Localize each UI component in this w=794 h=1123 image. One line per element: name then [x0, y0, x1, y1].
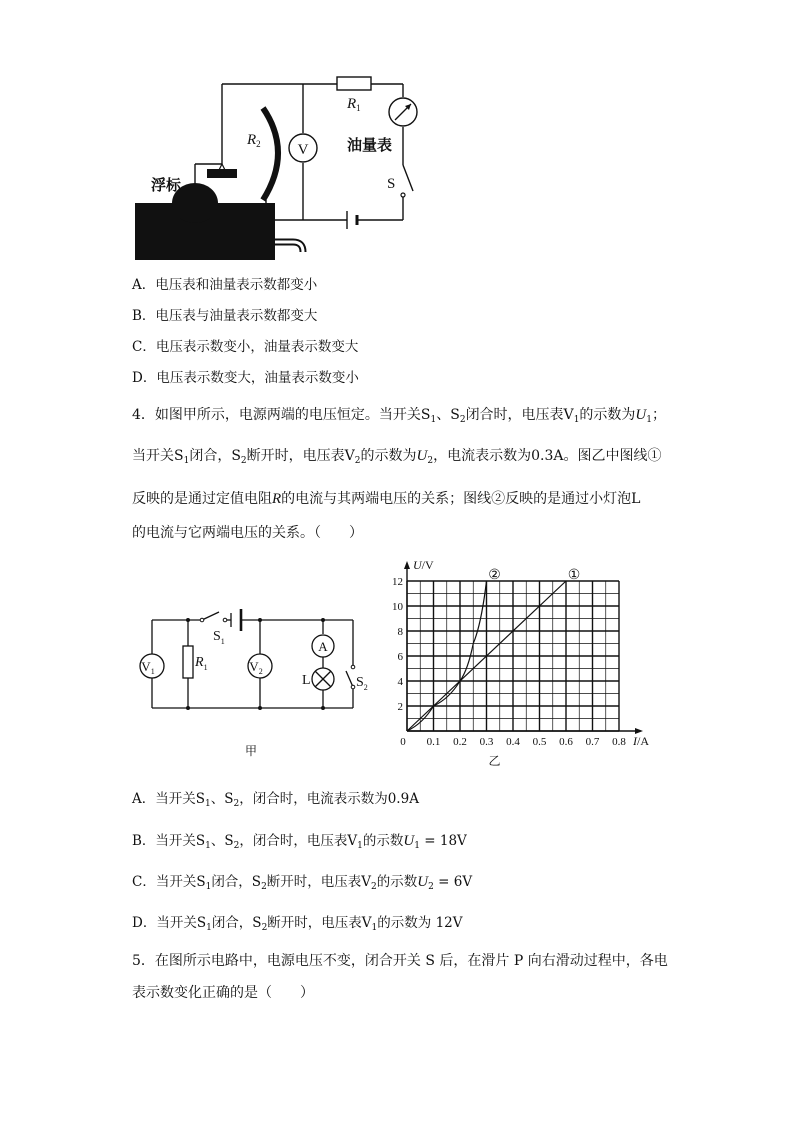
q4-stem-line-3: 反映的是通过定值电阻R的电流与其两端电压的关系；图线②反映的是通过小灯泡L: [132, 491, 641, 507]
x-tick-label: 0.5: [532, 736, 547, 748]
battery-icon: [347, 211, 357, 229]
variable-resistor-r2: [263, 108, 278, 200]
figure-yi-caption: 乙: [488, 754, 501, 768]
q4-option-c: C．当开关$S_1$闭合，$S_2$断开时，电压表$V_2$的示数$U_2 = 6V$: [132, 874, 473, 892]
switch-s-label: S: [387, 176, 396, 192]
switch-s-icon: [401, 165, 413, 197]
q3-option-c: C．电压表示数变小，油量表示数变大: [132, 339, 359, 355]
q4-option-d: D．当开关$S_1$闭合，$S_2$断开时，电压表$V_1$的示数为 12V: [132, 915, 463, 933]
y-axis-label: U/V: [413, 558, 434, 572]
x-tick-label: 0.6: [559, 736, 573, 748]
x-axis-label: I/A: [633, 734, 649, 748]
q3-option-d: D．电压表示数变大，油量表示数变小: [132, 370, 359, 386]
origin-label: 0: [400, 736, 406, 748]
q3-option-a: A．电压表和油量表示数都变小: [132, 277, 318, 293]
x-tick-label: 0.1: [426, 736, 441, 748]
ammeter-label: A: [318, 639, 328, 654]
q4-stem-line-1: 4．如图甲所示，电源两端的电压恒定。当开关$S_1$、$S_2$闭合时，电压表$V_1$的示数为$U_1$；: [132, 407, 666, 425]
fuel-gauge-circuit-figure: [125, 60, 425, 265]
x-tick-label: 0.7: [585, 736, 600, 748]
y-tick-label: 10: [392, 601, 403, 613]
float-label: 浮标: [151, 178, 182, 194]
y-tick-label: 2: [397, 701, 403, 713]
v1-label: $V_1$: [141, 659, 155, 676]
y-tick-label: 12: [392, 576, 403, 588]
s1-label: $S_1$: [213, 629, 225, 646]
voltmeter-label: V: [297, 142, 309, 158]
s2-label: $S_2$: [356, 675, 368, 692]
r1-label: $R_1$: [195, 655, 208, 672]
q4-stem-line-4: 的电流与它两端电压的关系。（ ）: [132, 525, 363, 541]
x-tick-label: 0.4: [506, 736, 520, 748]
q4-option-a: A．当开关$S_1$、$S_2$，闭合时，电流表示数为0.9A: [132, 791, 419, 809]
y-tick-label: 4: [397, 676, 403, 688]
y-tick-label: 8: [397, 626, 403, 638]
lamp-label: L: [302, 673, 311, 688]
q5-stem-line-2: 表示数变化正确的是（ ）: [132, 985, 314, 1001]
y-axis-arrow: [404, 561, 410, 569]
x-tick-label: 0.2: [453, 736, 467, 748]
v2-label: $V_2$: [249, 659, 263, 676]
r1-label: $R_1$: [347, 96, 361, 113]
fuel-tank: [135, 183, 303, 260]
q4-option-b: B．当开关$S_1$、$S_2$，闭合时，电压表$V_1$的示数$U_1 = 18V$: [132, 833, 467, 851]
fuel-gauge-label: 油量表: [347, 138, 393, 154]
lamp-icon: [312, 668, 334, 690]
q5-stem-line-1: 5．在图所示电路中，电源电压不变，闭合开关 S 后，在滑片 P 向右滑动过程中，各电: [132, 953, 668, 969]
q3-option-b: B．电压表与油量表示数都变大: [132, 308, 318, 324]
series-label-1: ①: [567, 568, 581, 583]
fuel-gauge-meter-icon: [389, 98, 417, 126]
x-tick-label: 0.3: [479, 736, 494, 748]
resistor-r1: [337, 77, 371, 90]
u-i-chart: [385, 555, 665, 770]
resistor-r1: [183, 646, 193, 678]
circuit-jia-figure: [135, 600, 368, 760]
series-label-2: ②: [488, 568, 501, 583]
float-lever-block: [207, 169, 237, 178]
figure-jia-caption: 甲: [244, 744, 258, 758]
r2-label: $R_2$: [247, 132, 261, 149]
q4-stem-line-2: 当开关$S_1$闭合，$S_2$断开时，电压表$V_2$的示数为$U_2$，电流表示数为0.3A。图乙中图线①: [132, 448, 662, 466]
battery-icon: [231, 609, 241, 631]
x-tick-label: 0.8: [612, 736, 626, 748]
y-tick-label: 6: [397, 651, 403, 663]
